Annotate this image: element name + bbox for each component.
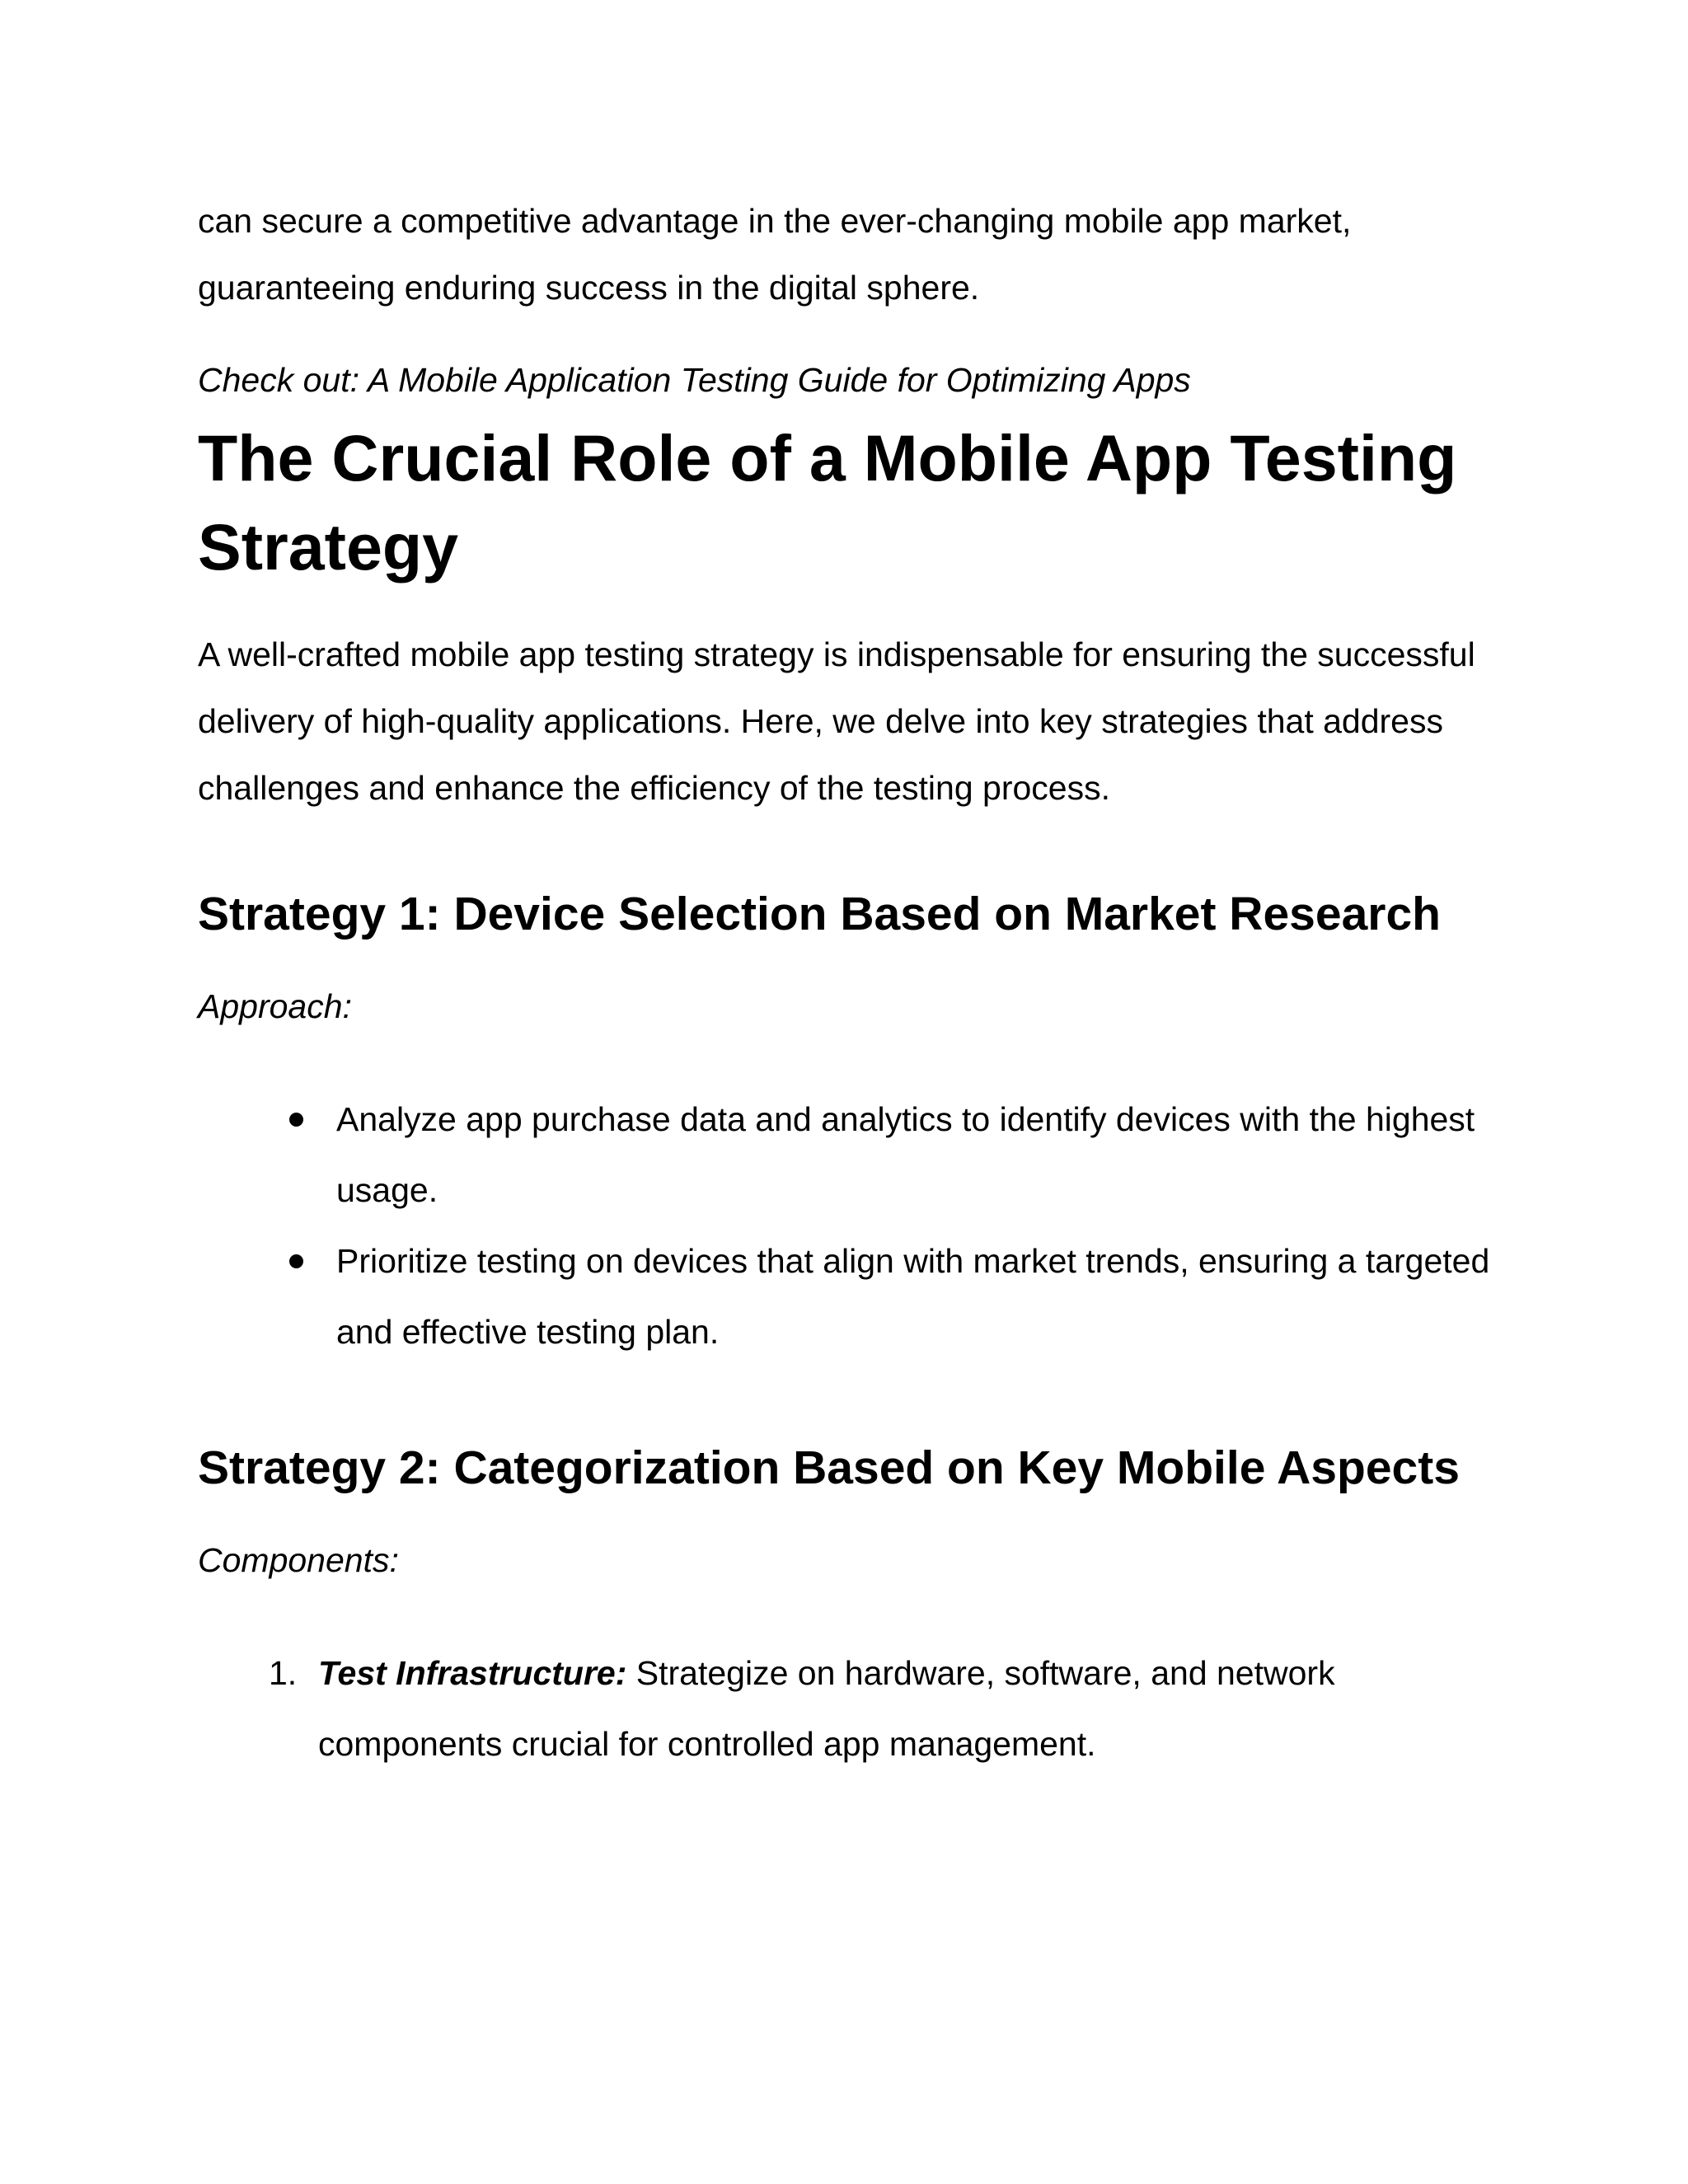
main-heading: The Crucial Role of a Mobile App Testing Strategy bbox=[198, 421, 1457, 583]
list-item-text: Prioritize testing on devices that align with market trends, ensuring a targeted and effective testing plan. bbox=[336, 1242, 1490, 1351]
list-item bbox=[336, 1084, 1500, 1226]
strategy1-label: Approach: bbox=[198, 987, 352, 1025]
intro-continuation-paragraph: can secure a competitive advantage in the ever-changing mobile app market, guaranteeing enduring success in the digital sphere. bbox=[198, 202, 1352, 307]
bullet-icon bbox=[289, 1254, 303, 1268]
strategy2-label: Components: bbox=[198, 1541, 399, 1579]
strategy1-bullet-list bbox=[198, 1084, 1500, 1367]
list-item-text: Strategize on hardware, software, and network components crucial for controlled app management. bbox=[318, 1654, 1335, 1763]
list-item-text: Analyze app purchase data and analytics to identify devices with the highest usage. bbox=[336, 1100, 1475, 1209]
list-item bbox=[336, 1226, 1500, 1367]
list-item bbox=[269, 1638, 1500, 1779]
strategy2-numbered-list bbox=[198, 1638, 1500, 1779]
document-page bbox=[198, 188, 1500, 1779]
main-paragraph: A well-crafted mobile app testing strategy is indispensable for ensuring the successful delivery of high-quality applications. Here, we delve into key strategies that address challenges and enhance the efficiency of the testing process. bbox=[198, 635, 1475, 807]
strategy2-heading: Strategy 2: Categorization Based on Key Mobile Aspects bbox=[198, 1441, 1460, 1494]
list-item-number: 1. bbox=[269, 1654, 298, 1692]
check-out-link-text: Check out: A Mobile Application Testing Guide for Optimizing Apps bbox=[198, 361, 1191, 399]
list-item-term: Test Infrastructure: bbox=[318, 1654, 627, 1692]
bullet-icon bbox=[289, 1113, 303, 1127]
strategy1-heading: Strategy 1: Device Selection Based on Market Research bbox=[198, 888, 1441, 940]
